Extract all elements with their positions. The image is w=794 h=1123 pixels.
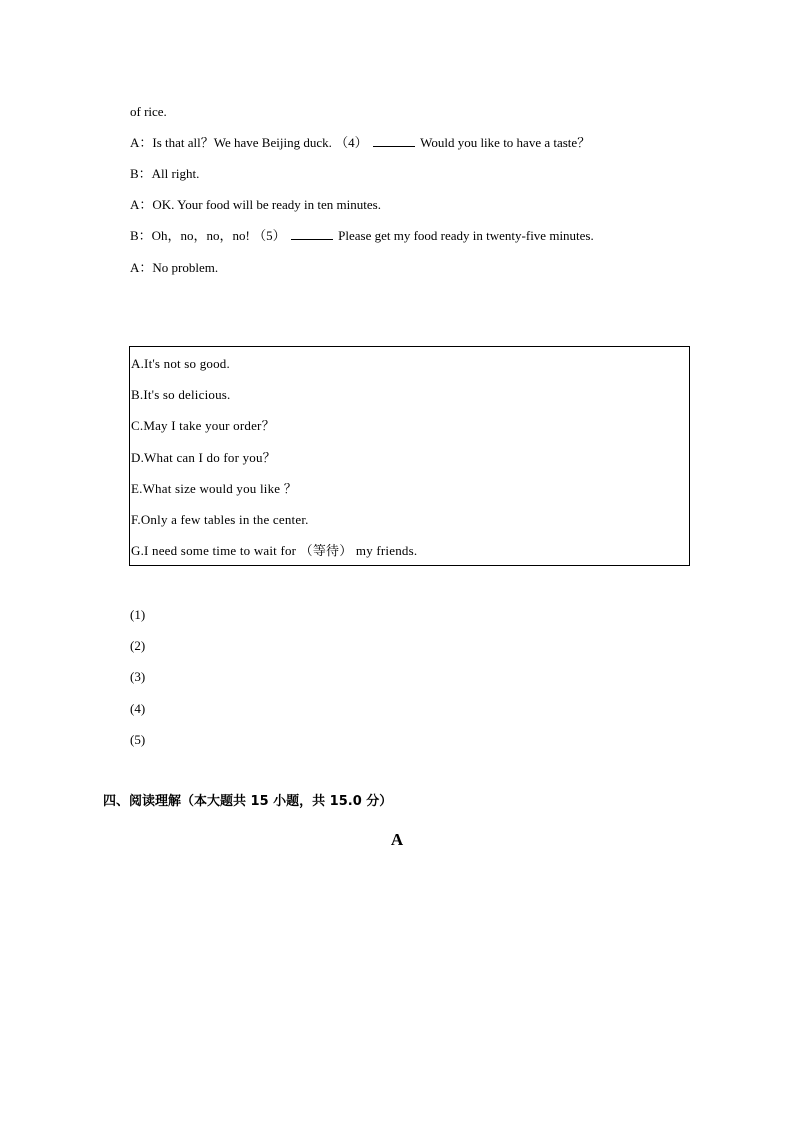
dialogue-line-with-blank — [130, 135, 590, 151]
answer-label-5: (5) — [130, 732, 146, 747]
answer-label-1: (1) — [130, 607, 146, 622]
answer-label-2: (2) — [130, 638, 146, 653]
option-b: B.It's so delicious. — [131, 387, 231, 402]
options-box — [129, 346, 690, 566]
answer-label-3: (3) — [130, 669, 146, 684]
option-c: C.May I take your order？ — [131, 418, 275, 433]
answer-blank — [291, 228, 333, 240]
option-g: G.I need some time to wait for （等待） my friends. — [131, 543, 418, 558]
dialogue-line: B：All right. — [130, 166, 200, 181]
dialogue-line: A：No problem. — [130, 260, 219, 275]
passage-label: A — [390, 830, 404, 849]
option-e: E.What size would you like ？ — [131, 481, 297, 496]
answer-label-4: (4) — [130, 701, 146, 716]
dialogue-text: A：Is that all？We have Beijing duck. （4） — [130, 135, 368, 150]
dialogue-text: Please get my food ready in twenty-five minutes. — [338, 228, 594, 243]
dialogue-line: A：OK. Your food will be ready in ten minutes. — [130, 197, 381, 212]
option-d: D.What can I do for you？ — [131, 450, 276, 465]
section-title: 四、阅读理解（本大题共 15 小题，共 15.0 分） — [103, 794, 393, 809]
dialogue-line-with-blank — [130, 228, 594, 244]
dialogue-text: Would you like to have a taste？ — [420, 135, 591, 150]
option-f: F.Only a few tables in the center. — [131, 512, 309, 527]
dialogue-text: B：Oh，no，no，no! （5） — [130, 228, 286, 243]
option-a: A.It's not so good. — [131, 356, 230, 371]
dialogue-line: of rice. — [130, 104, 167, 119]
answer-blank — [373, 135, 415, 147]
